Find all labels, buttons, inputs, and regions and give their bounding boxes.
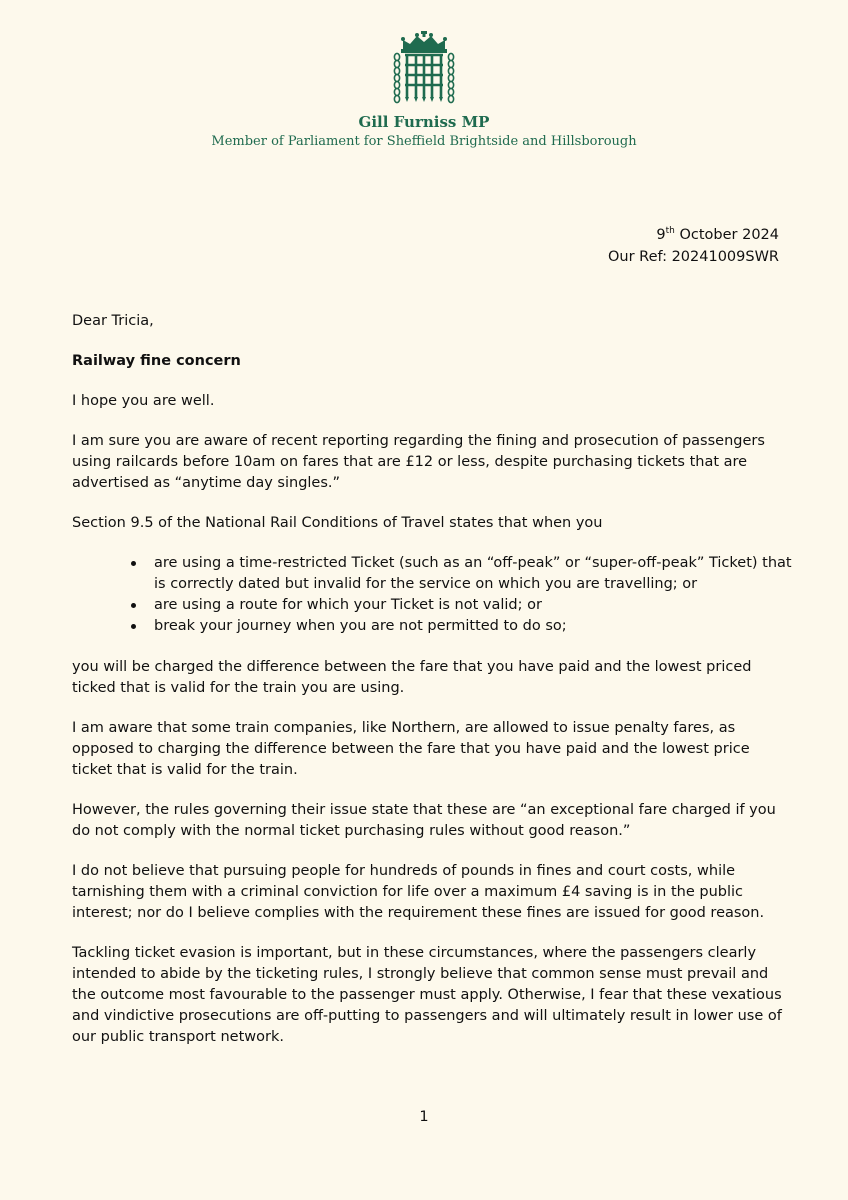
list-item: are using a time-restricted Ticket (such as an “off-peak” or “super-off-peak” Ticket) that is correctly dated but invalid for the service on which you are travelling; or [154,553,792,595]
date-month-year: October 2024 [674,227,779,243]
paragraph-rules-governing: However, the rules governing their issue state that these are “an exceptional fare charged if you do not comply with the normal ticket purchasing rules without good reason.” [72,802,776,839]
mp-constituency: Member of Parliament for Sheffield Brightside and Hillsborough [211,134,637,149]
list-item: are using a route for which your Ticket is not valid; or [154,595,792,616]
subject-line: Railway fine concern [72,353,241,369]
page-number: 1 [419,1109,429,1125]
portcullis-icon [389,31,459,107]
paragraph-ticket-evasion: Tackling ticket evasion is important, but in these circumstances, where the passengers clearly intended to abide by the ticketing rules, I strongly believe that common sense must prevail and the outcome most favourable to the passenger must apply. Otherwise, I fear that these vexatious and vindictive prosecutions are off-putting to passengers and will ultimately result in lower use of our public transport network. [72,945,782,1045]
greeting-paragraph: I hope you are well. [72,393,215,409]
paragraph-public-interest: I do not believe that pursuing people for hundreds of pounds in fines and court costs, while tarnishing them with a criminal conviction for life over a maximum £4 saving is in the public interest; nor do I believe complies with the requirement these fines are issued for good reason. [72,863,765,921]
letter-reference: Our Ref: 20241009SWR [607,249,779,265]
date-suffix: th [665,226,675,236]
list-item: break your journey when you are not permitted to do so; [154,616,792,637]
mp-name: Gill Furniss MP [358,113,490,131]
date-reference-block [608,224,779,268]
date-day: 9 [656,227,666,243]
paragraph-charged-difference: you will be charged the difference between the fare that you have paid and the lowest priced ticked that is valid for the train you are using. [72,659,752,696]
paragraph-penalty-fares: I am aware that some train companies, like Northern, are allowed to issue penalty fares, as opposed to charging the difference between the fare that you have paid and the lowest price ticket that is valid for the train. [72,720,750,778]
salutation: Dear Tricia, [72,313,154,329]
paragraph-conditions-of-travel: Section 9.5 of the National Rail Conditions of Travel states that when you [72,515,603,531]
paragraph-recent-reporting: I am sure you are aware of recent reporting regarding the fining and prosecution of passengers using railcards before 10am on fares that are £12 or less, despite purchasing tickets that are advertised as “anytime day singles.” [72,433,765,491]
conditions-list [72,553,792,637]
letter-body [72,311,792,1067]
letter-date [608,224,779,246]
